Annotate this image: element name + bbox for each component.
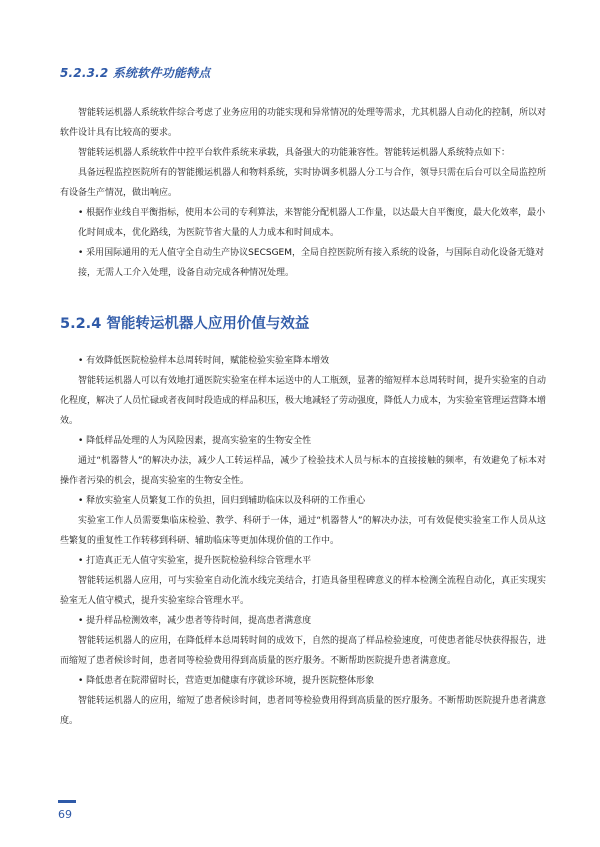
- paragraph: 智能转运机器人可以有效地打通医院实验室在样本运送中的人工瓶颈，显著的缩短样本总周转时间，提升实验室的自动化程度，解决了人员忙碌或者夜间时段造成的样品积压，极大地减轻了劳动强度，降低人力成本，为实验室管理运营降本增效。: [60, 376, 547, 426]
- section-heading-5-2-3-2: 5.2.3.2 系统软件功能特点: [60, 66, 211, 80]
- section-5-2-4-body: [60, 351, 546, 731]
- bullet-heading: • 降低样品处理的人为风险因素，提高实验室的生物安全性: [78, 436, 312, 446]
- bullet-heading: • 降低患者在院滞留时长，营造更加健康有序就诊环境，提升医院整体形象: [78, 676, 375, 686]
- paragraph: 智能转运机器人的应用，缩短了患者候诊时间，患者同等检验费用得到高质量的医疗服务。不断帮助医院提升患者满意度。: [60, 696, 547, 726]
- paragraph: 智能转运机器人应用，可与实验室自动化流水线完美结合，打造具备里程碑意义的样本检测全流程自动化，真正实现实验室无人值守模式，提升实验室综合管理水平。: [60, 576, 547, 606]
- bullet-heading: • 提升样品检测效率，减少患者等待时间，提高患者满意度: [78, 616, 312, 626]
- footer-accent-bar: [58, 800, 76, 803]
- paragraph: 具备远程监控医院所有的智能搬运机器人和物料系统，实时协调多机器人分工与合作，领导只需在后台可以全局监控所有设备生产情况，做出响应。: [60, 168, 547, 198]
- section-heading-5-2-4: 5.2.4 智能转运机器人应用价值与效益: [60, 316, 310, 332]
- paragraph: 智能转运机器人系统软件综合考虑了业务应用的功能实现和异常情况的处理等需求，尤其机器人自动化的控制，所以对软件设计具有比较高的要求。: [60, 108, 547, 138]
- page-number: 69: [58, 808, 72, 821]
- paragraph: 通过“机器替人”的解决办法，减少人工转运样品，减少了检验技术人员与标本的直接接触的频率，有效避免了标本对操作者污染的机会，提高实验室的生物安全性。: [60, 456, 546, 486]
- bullet-paragraph: • 根据作业线自平衡指标，使用本公司的专利算法，来智能分配机器人工作量，以达最大自平衡度，最大化效率，最小化时间成本，优化路线，为医院节省大量的人力成本和时间成本。: [78, 208, 546, 238]
- bullet-heading: • 有效降低医院检验样本总周转时间，赋能检验实验室降本增效: [78, 356, 330, 366]
- paragraph: 智能转运机器人系统软件中控平台软件系统来承载，具备强大的功能兼容性。智能转运机器人系统特点如下：: [78, 148, 511, 158]
- bullet-heading: • 打造真正无人值守实验室，提升医院检验科综合管理水平: [78, 556, 312, 566]
- bullet-heading: • 释放实验室人员繁复工作的负担，回归到辅助临床以及科研的工作重心: [78, 496, 366, 506]
- paragraph: 实验室工作人员需要集临床检验、教学、科研于一体，通过“机器替人”的解决办法，可有效促使实验室工作人员从这些繁复的重复性工作转移到科研、辅助临床等更加体现价值的工作中。: [60, 516, 546, 546]
- bullet-paragraph: • 采用国际通用的无人值守全自动生产协议SECSGEM，全局自控医院所有接入系统的设备，与国际自动化设备无缝对接，无需人工介入处理，设备自动完成各种情况处理。: [78, 248, 544, 278]
- paragraph: 智能转运机器人的应用，在降低样本总周转时间的成效下，自然的提高了样品检验速度，可使患者能尽快获得报告，进而缩短了患者候诊时间，患者同等检验费用得到高质量的医疗服务。不断帮助医院提升患者满意度。: [60, 636, 547, 666]
- section-5-2-3-2-body: [60, 103, 546, 283]
